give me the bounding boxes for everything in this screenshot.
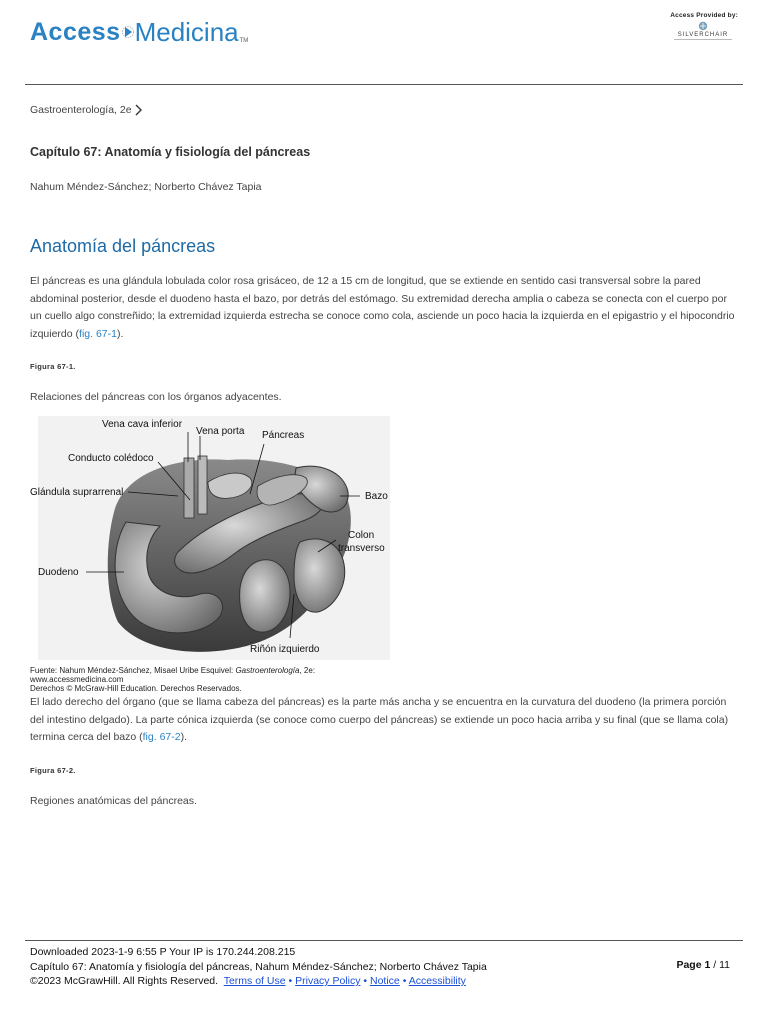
paragraph-text: El páncreas es una glándula lobulada color rosa grisáceo, de 12 a 15 cm de longitud, que se extiende en sentido casi transversal sobre la pared abdominal posterior, desde el duodeno hasta el bazo, por detrás del estómago. Su extremidad derecha amplia o cabeza se conecta con el cuerpo por un cuello algo constreñido; la extremidad izquierda estrecha se conoce como cola, asciende un poco hacia la izquierda en el epigastrio y el hipocondrio izquierdo ( <box>30 275 735 340</box>
label-duodeno: Duodeno <box>38 567 79 578</box>
source-url: www.accessmedicina.com <box>30 675 124 684</box>
label-vena-cava: Vena cava inferior <box>102 419 183 430</box>
footer-chapter-citation: Capítulo 67: Anatomía y fisiología del páncreas, Nahum Méndez-Sánchez; Norberto Chávez Tapia <box>30 960 487 973</box>
footer-separator: • <box>402 975 407 987</box>
footer-copyright: ©2023 McGrawHill. All Rights Reserved. <box>30 975 219 987</box>
silverchair-logo-icon <box>698 21 708 31</box>
figure-67-1-link[interactable]: fig. 67-1 <box>79 327 117 340</box>
label-colon: Colon <box>348 530 375 541</box>
terms-of-use-link[interactable]: Terms of Use <box>223 975 286 987</box>
figure-label: Figura 67-1. <box>30 362 76 371</box>
notice-link[interactable]: Notice <box>370 975 400 987</box>
footer-legal <box>30 974 487 989</box>
label-bazo: Bazo <box>365 491 388 502</box>
header-divider <box>25 84 743 85</box>
label-conducto-coledoco: Conducto colédoco <box>68 453 154 464</box>
label-transverso: transverso <box>338 543 385 554</box>
source-suffix: , 2e: <box>299 666 316 675</box>
page-label: Page <box>676 959 702 971</box>
provider-name: SILVERCHAIR <box>677 32 729 38</box>
figure-label: Figura 67-2. <box>30 766 76 775</box>
figure-caption: Regiones anatómicas del páncreas. <box>30 795 197 807</box>
paragraph-end: ). <box>180 731 188 743</box>
accessibility-link[interactable]: Accessibility <box>408 975 466 987</box>
provider-label: Access Provided by: <box>670 12 738 19</box>
label-pancreas: Páncreas <box>262 430 305 441</box>
paragraph-regions <box>30 694 738 747</box>
access-provider <box>668 12 738 41</box>
footer-divider <box>25 940 743 941</box>
chapter-title: Capítulo 67: Anatomía y fisiología del páncreas <box>30 145 311 159</box>
section-heading: Anatomía del páncreas <box>30 236 216 256</box>
chevron-right-icon <box>134 104 142 116</box>
label-vena-porta: Vena porta <box>196 426 245 437</box>
figure-source <box>30 666 315 693</box>
logo-medicina-text: Medicina <box>134 16 239 47</box>
page-total: / 11 <box>713 959 730 971</box>
label-glandula-suprarrenal: Glándula suprarrenal <box>30 487 124 498</box>
logo-trademark: TM <box>239 38 249 44</box>
breadcrumb[interactable] <box>30 104 142 116</box>
page-current: 1 <box>704 959 711 971</box>
page-footer <box>30 945 487 989</box>
source-book: Gastroenterología <box>235 666 300 675</box>
paragraph-anatomy <box>30 273 738 343</box>
paragraph-end: ). <box>116 327 124 340</box>
breadcrumb-book[interactable]: Gastroenterología, 2e <box>30 104 132 116</box>
footer-separator: • <box>288 975 293 987</box>
pancreas-relations-figure <box>28 412 392 664</box>
provider-divider <box>674 39 732 41</box>
accessmedicina-logo[interactable] <box>30 12 248 52</box>
logo-access-text: Access <box>30 17 121 46</box>
chapter-authors: Nahum Méndez-Sánchez; Norberto Chávez Tapia <box>30 181 262 193</box>
footer-download-info: Downloaded 2023-1-9 6:55 P Your IP is 170.244.208.215 <box>30 946 296 958</box>
logo-arrow-icon <box>122 21 134 43</box>
source-rights: Derechos © McGraw-Hill Education. Derechos Reservados. <box>30 684 242 693</box>
page-number <box>676 959 730 971</box>
footer-separator: • <box>363 975 368 987</box>
privacy-policy-link[interactable]: Privacy Policy <box>295 975 361 987</box>
source-prefix: Fuente: Nahum Méndez-Sánchez, Misael Uribe Esquivel: <box>30 666 236 675</box>
label-rinon-izquierdo: Riñón izquierdo <box>250 644 320 655</box>
figure-caption: Relaciones del páncreas con los órganos adyacentes. <box>30 391 282 403</box>
paragraph-text: El lado derecho del órgano (que se llama cabeza del páncreas) es la parte más ancha y se encuentra en la curvatura del duodeno (la primera porción del intestino delgado). La parte cónica izquierda (se conoce como cuerpo del páncreas) se extiende un poco hacia arriba y su final (que se llama cola) termina cerca del bazo ( <box>30 696 729 743</box>
figure-67-2-link[interactable]: fig. 67-2 <box>142 731 181 743</box>
